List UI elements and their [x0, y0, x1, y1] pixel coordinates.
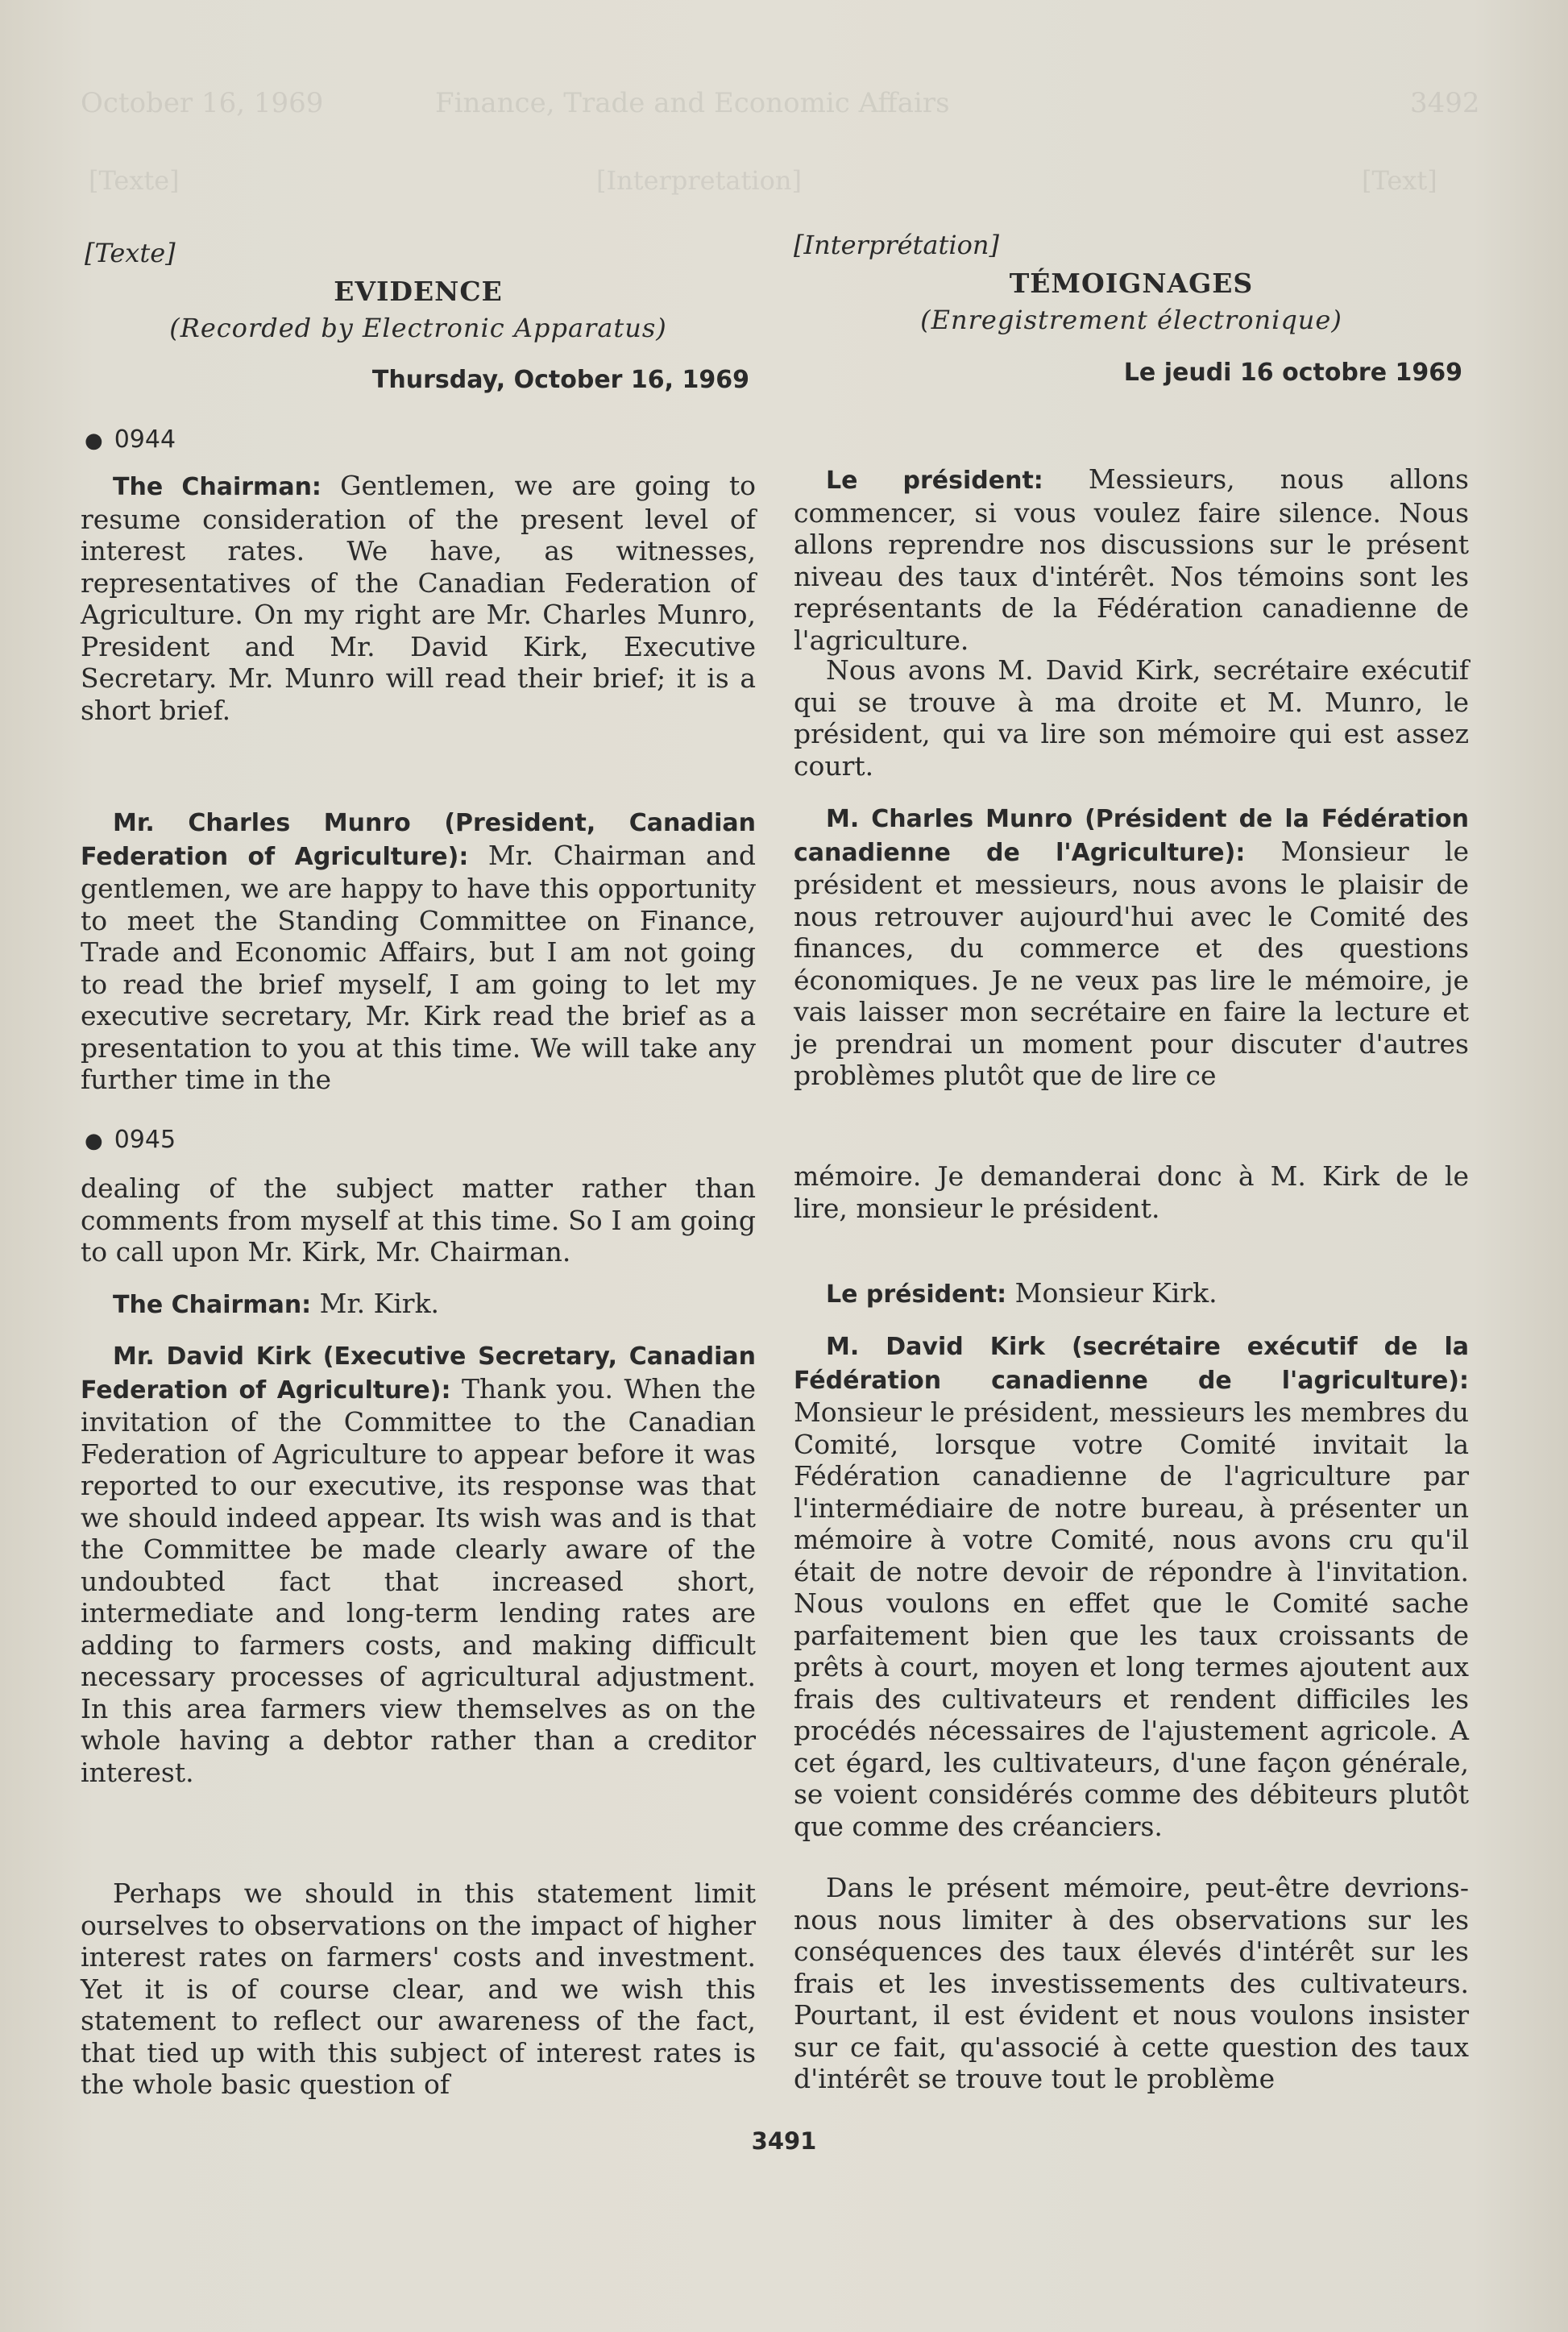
speaker-name: The Chairman: [113, 1291, 312, 1319]
bullet-icon: ● [85, 429, 103, 453]
ghost-label-right: [Text] [1362, 165, 1437, 196]
session-date: Le jeudi 16 octobre 1969 [1123, 359, 1462, 387]
time-marker [85, 1124, 176, 1158]
paragraph-text: dealing of the subject matter rather than comments from myself at this time. So I am going to call upon Mr. Kirk, Mr. Chairman. [81, 1172, 756, 1268]
ghost-title: Finance, Trade and Economic Affairs [435, 87, 950, 119]
speaker-name: Le président: [826, 467, 1043, 495]
session-date: Thursday, October 16, 1969 [371, 366, 749, 394]
ghost-label-center: [Interpretation] [596, 165, 802, 196]
speaker-name: M. Charles Munro (Président de la Fédération canadienne de l'Agriculture): [794, 805, 1469, 867]
paragraph [81, 1339, 756, 1788]
paragraph [81, 1172, 756, 1268]
paragraph-text: Monsieur Kirk. [1006, 1277, 1217, 1309]
paragraph [794, 1160, 1469, 1224]
section-subheading: (Recorded by Electronic Apparatus) [169, 313, 667, 343]
time-marker-value: 0944 [114, 425, 176, 454]
paragraph-text: Monsieur le président et messieurs, nous avons le plaisir de nous retrouver aujourd'hui avec le Comité des finances, du commerce et des questions économiques. Je ne veux pas lire le mémoire, je vais laisser mon secrétaire en faire la lecture et je prendrai un moment pour discuter d'autres problèmes plutôt que de lire ce [794, 835, 1469, 1091]
speaker-name: Mr. Charles Munro (President, Canadian Federation of Agriculture): [81, 809, 756, 871]
ghost-label-left: [Texte] [89, 165, 180, 196]
page-number: 3491 [751, 2127, 817, 2155]
paragraph-text: Nous avons M. David Kirk, secrétaire exécutif qui se trouve à ma droite et M. Munro, le président, qui va lire son mémoire qui est assez court. [794, 654, 1469, 782]
paragraph [794, 1277, 1469, 1311]
paragraph [81, 1288, 756, 1322]
column-label: [Texte] [85, 238, 176, 268]
ghost-page-number: 3492 [1410, 87, 1480, 119]
paragraph [794, 654, 1469, 782]
speaker-name: The Chairman: [113, 473, 321, 501]
time-marker-value: 0945 [114, 1126, 176, 1154]
paragraph [81, 470, 756, 726]
section-heading: TÉMOIGNAGES [1009, 268, 1254, 299]
paragraph [81, 806, 756, 1096]
time-marker [85, 424, 176, 458]
paragraph [81, 1878, 756, 2101]
paragraph [794, 463, 1469, 656]
speaker-name: Mr. David Kirk (Executive Secretary, Canadian Federation of Agriculture): [81, 1342, 756, 1405]
speaker-name: M. David Kirk (secrétaire exécutif de la Fédération canadienne de l'agriculture): [794, 1333, 1469, 1395]
paragraph [794, 802, 1469, 1092]
ghost-date: October 16, 1969 [81, 87, 324, 119]
paragraph-text: Messieurs, nous allons commencer, si vous voulez faire silence. Nous allons reprendre nos discussions sur le présent niveau des taux d'intérêt. Nos témoins sont les représentants de la Fédération canadienne de l'agriculture. [794, 463, 1469, 656]
paragraph-text: Mr. Kirk. [311, 1288, 440, 1319]
bullet-icon: ● [85, 1129, 103, 1153]
paragraph-text: Gentlemen, we are going to resume consideration of the present level of interest rates. We have, as witnesses, representatives of the Canadian Federation of Agriculture. On my right are Mr. Charles Munro, President and Mr. David Kirk, Executive Secretary. Mr. Munro will read their brief; it is a short brief. [81, 470, 756, 726]
paragraph-text: Thank you. When the invitation of the Committee to the Canadian Federation of Agriculture to appear before it was reported to our executive, its response was that we should indeed appear. Its wish was and is that the Committee be made clearly aware of the undoubted fact that increased short, intermediate and long-term lending rates are adding to farmers costs, and making difficult necessary processes of agricultural adjustment. In this area farmers view themselves as on the whole having a debtor rather than a creditor interest. [81, 1372, 756, 1788]
column-label: [Interprétation] [794, 230, 999, 260]
section-subheading: (Enregistrement électronique) [920, 305, 1342, 335]
section-heading: EVIDENCE [334, 276, 503, 307]
paragraph-text: Mr. Chairman and gentlemen, we are happy to have this opportunity to meet the Standing Committee on Finance, Trade and Economic Affairs, but I am not going to read the brief myself, I am going to let my executive secretary, Mr. Kirk read the brief as a presentation to you at this time. We will take any further time in the [81, 839, 756, 1095]
paragraph-text: Monsieur le président, messieurs les membres du Comité, lorsque votre Comité invitait la Fédération canadienne de l'agriculture par l'intermédiaire de notre bureau, à présenter un mémoire à votre Comité, nous avons cru qu'il était de notre devoir de répondre à l'invitation. Nous voulons en effet que le Comité sache parfaitement bien que les taux croissants de prêts à court, moyen et long termes ajoutent aux frais des cultivateurs et rendent difficiles les procédés nécessaires de l'ajustement agricole. A cet égard, les cultivateurs, d'une façon générale, se voient considérés comme des débiteurs plutôt que comme des créanciers. [794, 1396, 1469, 1842]
paragraph [794, 1330, 1469, 1842]
paragraph-text: Perhaps we should in this statement limit ourselves to observations on the impact of higher interest rates on farmers' costs and investment. Yet it is of course clear, and we wish this statement to reflect our awareness of the fact, that tied up with this subject of interest rates is the whole basic question of [81, 1878, 756, 2100]
paragraph [794, 1872, 1469, 2095]
speaker-name: Le président: [826, 1280, 1007, 1309]
paragraph-text: Dans le présent mémoire, peut-être devrions-nous nous limiter à des observations sur les conséquences des taux élevés d'intérêt sur les frais et les investissements des cultivateurs. Pourtant, il est évident et nous voulons insister sur ce fait, qu'associé à cette question des taux d'intérêt se trouve tout le problème [794, 1872, 1469, 2094]
paragraph-text: mémoire. Je demanderai donc à M. Kirk de le lire, monsieur le président. [794, 1160, 1469, 1224]
